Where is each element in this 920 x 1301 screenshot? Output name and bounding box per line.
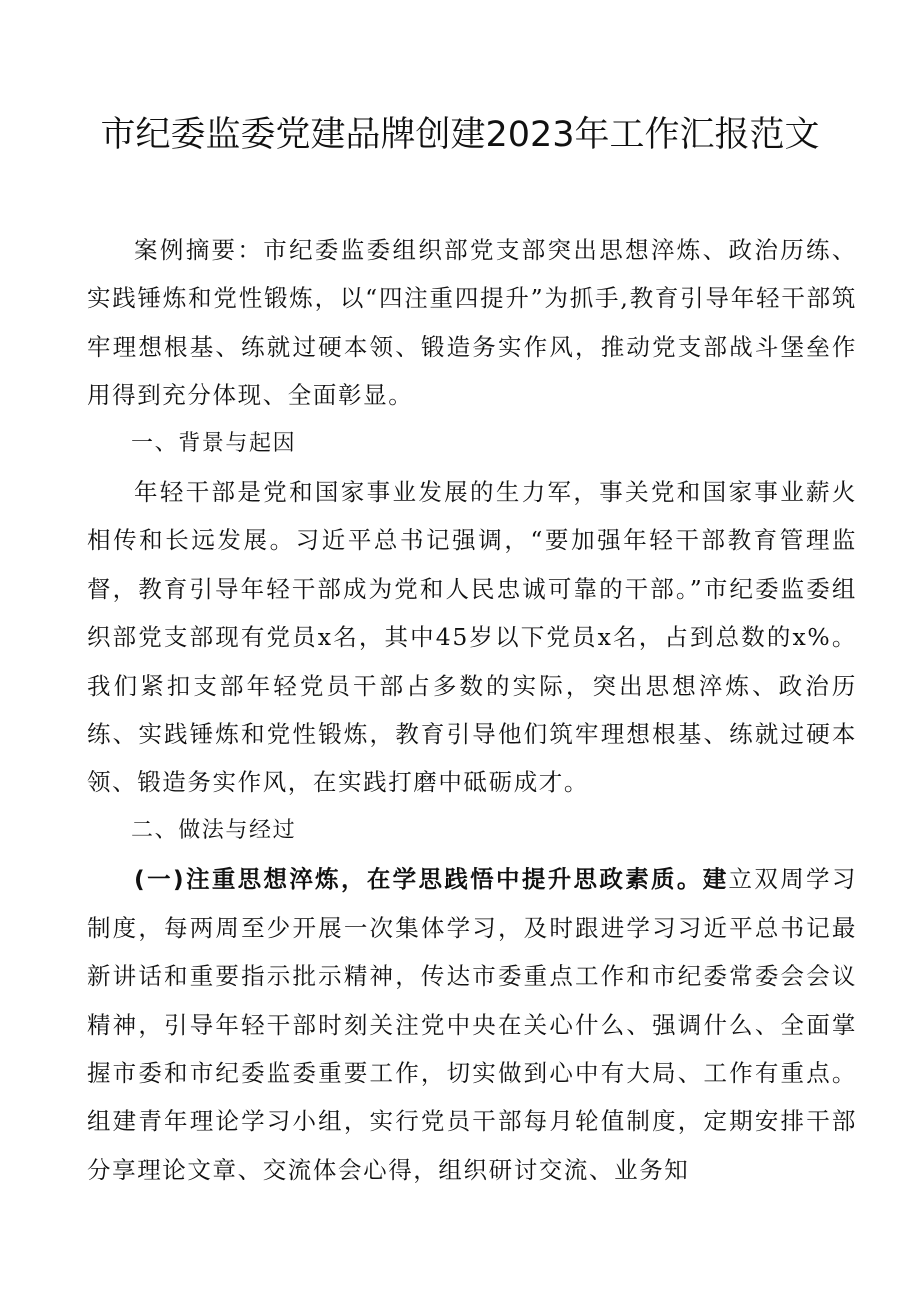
document-body bbox=[87, 226, 857, 1194]
section-heading-practice: 二、做法与经过 bbox=[131, 817, 297, 843]
practice-paragraph bbox=[87, 855, 857, 1194]
subsection-body: 立双周学习制度，每两周至少开展一次集体学习，及时跟进学习习近平总书记最新讲话和重要指示批示精神，传达市委重点工作和市纪委常委会会议精神，引导年轻干部时刻关注党中央在关心什么、强调什么、全面掌握市委和市纪委监委重要工作，切实做到心中有大局、工作有重点。组建青年理论学习小组，实行党员干部每月轮值制度，定期安排干部分享理论文章、交流体会心得，组织研讨交流、业务知 bbox=[87, 865, 857, 1184]
background-paragraph: 年轻干部是党和国家事业发展的生力军，事关党和国家事业薪火相传和长远发展。习近平总书记强调，“要加强年轻干部教育管理监督，教育引导年轻干部成为党和人民忠诚可靠的干部。”市纪委监委组织部党支部现有党员x名，其中45岁以下党员x名，占到总数的x%。我们紧扣支部年轻党员干部占多数的实际，突出思想淬炼、政治历练、实践锤炼和党性锻炼，教育引导他们筑牢理想根基、练就过硬本领、锻造务实作风，在实践打磨中砥砺成才。 bbox=[87, 478, 857, 797]
document-title: 市纪委监委党建品牌创建2023年工作汇报范文 bbox=[100, 115, 820, 155]
subsection-lead: (一)注重思想淬炼，在学思践悟中提升思政素质。建 bbox=[134, 865, 729, 894]
summary-paragraph: 案例摘要：市纪委监委组织部党支部突出思想淬炼、政治历练、实践锤炼和党性锻炼，以“四注重四提升”为抓手,教育引导年轻干部筑牢理想根基、练就过硬本领、锻造务实作风，推动党支部战斗堡垒作用得到充分体现、全面彰显。 bbox=[87, 236, 857, 410]
section-heading-background: 一、背景与起因 bbox=[131, 430, 297, 456]
